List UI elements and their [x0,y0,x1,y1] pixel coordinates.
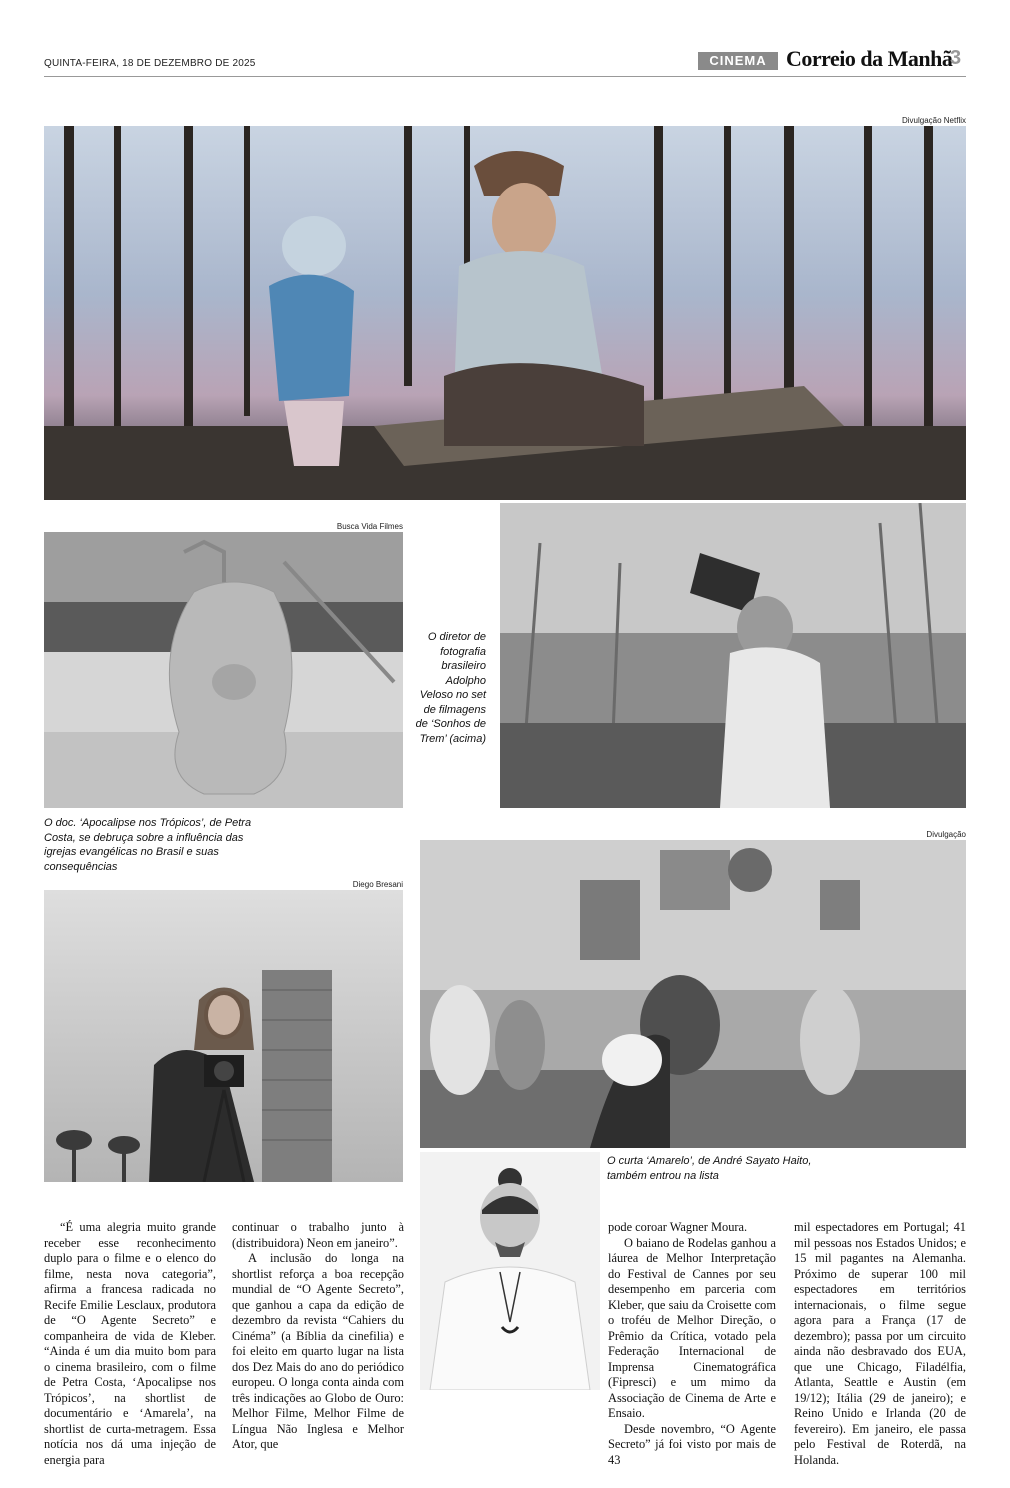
veloso-caption: O diretor de fotografia brasileiro Adolpho Veloso no set de filmagens de ‘Sonhos de Trem’ (acima) [415,631,486,745]
apocalipse-photo [44,532,403,808]
article-column-4 [794,1220,966,1468]
amarelo-photo-credit: Divulgação [926,830,966,839]
amarelo-caption: O curta ‘Amarelo’, de André Sayato Haito, também entrou na lista [607,1155,812,1182]
article-paragraph: “É uma alegria muito grande receber esse reconhecimento duplo para o filme e o elenco do filme, nesta nova categoria”, afirma a francesa radicada no Recife Emilie Lesclaux, produtora de “O Agente Secreto” e companheira de vida de Kleber. “Ainda é um dia muito bom para o cinema brasileiro, com o filme de Petra Costa, ‘Apocalipse nos Trópicos’, na shortlist de documentário e ‘Amarela’, na shortlist de curta-metragem. Essa notícia nos dá uma injeção de energia para [44,1220,216,1467]
article-column-1 [44,1220,216,1468]
petra-photo-credit: Diego Bresani [352,880,403,889]
main-photo-credit: Divulgação Netflix [901,116,966,125]
page-number: 3 [950,47,962,69]
veloso-photo [500,503,966,808]
article-paragraph: pode coroar Wagner Moura. [608,1220,748,1234]
apocalipse-caption: O doc. ‘Apocalipse nos Trópicos’, de Petra Costa, se debruça sobre a influência das igrejas evangélicas no Brasil e suas consequências [44,817,252,873]
haito-portrait [420,1152,600,1390]
section-tag: CINEMA [698,52,778,70]
apocalipse-photo-credit: Busca Vida Filmes [336,522,403,531]
article-paragraph: mil espectadores em Portugal; 41 mil pessoas nos Estados Unidos; e 15 mil pagantes na Alemanha. Próximo de superar 100 mil espectadores em territórios internacionais, o filme segue agora para a França (17 de dezembro); passa por um circuito ainda não desbravado dos EUA, que une Chicago, Filadélfia, Atlanta, Seattle e Austin (em 19/12); Itália (29 de janeiro); e Reino Unido e Irlanda (20 de fevereiro). Em janeiro, ele passa pelo Festival de Roterdã, na Holanda. [794,1220,966,1467]
masthead: Correio da Manhã [786,46,953,71]
article-paragraph: O baiano de Rodelas ganhou a láurea de Melhor Interpretação do Festival de Cannes por seu desempenho em parceria com Kleber, que saiu da Croisette com o troféu de Melhor Direção, o Prêmio da Crítica, votado pela Federação Internacional de Imprensa Cinematográfica (Fipresci) e um mimo da Associação de Cinema de Arte e Ensaio. [608,1235,776,1420]
article-column-2 [232,1220,404,1453]
article-paragraph: A inclusão do longa na shortlist reforça a boa recepção mundial de “O Agente Secreto”, que ganhou a capa da edição de dezembro da revista “Cahiers du Cinéma” (a Bíblia da cinefilia) e foi eleito em quarto lugar na lista dos Dez Mais do ano do periódico europeu. O longa conta ainda com três indicações ao Globo de Ouro: Melhor Filme, Melhor Filme de Língua Não Inglesa e Melhor Ator, que [232,1251,404,1451]
main-photo [44,126,966,500]
petra-photo [44,890,403,1182]
article-paragraph: Desde novembro, “O Agente Secreto” já foi visto por mais de 43 [608,1421,776,1467]
article-paragraph: continuar o trabalho junto à (distribuidora) Neon em janeiro”. [232,1220,404,1250]
header-rule [44,76,966,77]
amarelo-photo [420,840,966,1148]
article-column-3 [608,1220,776,1468]
page-date: QUINTA-FEIRA, 18 DE DEZEMBRO DE 2025 [44,58,256,69]
